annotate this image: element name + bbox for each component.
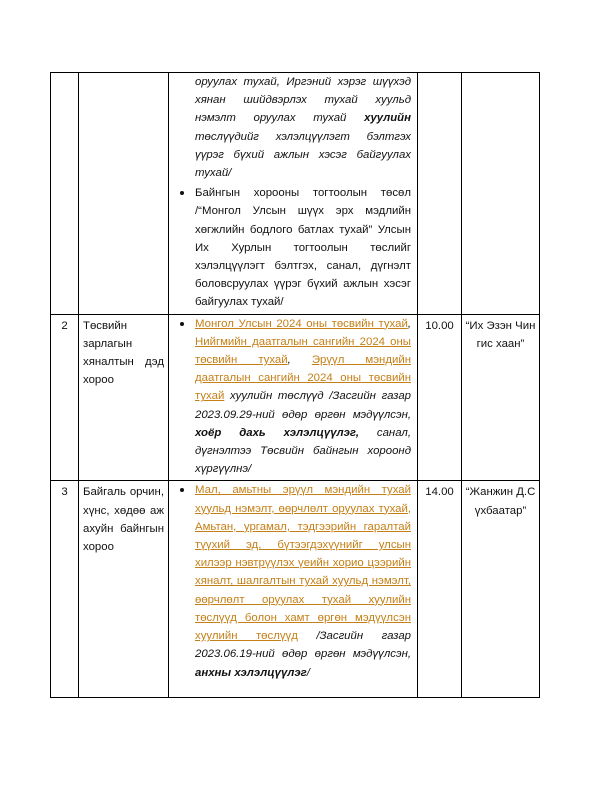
meeting-time: 14.00 xyxy=(418,481,462,698)
meeting-time: 10.00 xyxy=(418,314,462,481)
meeting-room xyxy=(462,73,540,315)
table-row xyxy=(51,314,540,481)
agenda-items xyxy=(169,314,418,481)
law-link[interactable]: Эрүүл мэндийн даатгалын сангийн 2024 оны төсвийн тухай xyxy=(195,354,411,403)
law-link[interactable]: Мал, амьтны эрүүл мэндийн тухай хуульд нэмэлт, өөрчлөлт оруулах тухай, Амьтан, ургамал, тэдгээрийн гаралтай түүхий эд, бүтээгдэхүүнийг улсын хилээр нэвтрүүлэх үеийн хорио цээрийн хяналт, шалгалтын тухай хуульд нэмэлт, өөрчлөлт оруулах тухай хуулийн төслүүд болон хамт өргөн мэдүүлсэн хуулийн төслүүд xyxy=(195,484,411,643)
committee-agenda-table xyxy=(50,72,540,698)
meeting-room: “Жанжин Д.Сүхбаатар” xyxy=(462,481,540,698)
law-link[interactable]: Монгол Улсын 2024 оны төсвийн тухай xyxy=(195,317,408,330)
committee-name: Байгаль орчин, хүнс, хөдөө аж ахуйн байнгын хороо xyxy=(79,481,169,698)
row-number xyxy=(51,73,79,315)
meeting-time xyxy=(418,73,462,315)
agenda-items xyxy=(169,481,418,698)
agenda-item: Байнгын хорооны тогтоолын төсөл /“Монгол Улсын шүүх эрх мэдлийн хөгжлийн бодлого батлах тухай” Улсын Их Хурлын тогтоолын төслийг хэлэлцүүлэгт бэлтгэх, санал, дүгнэлт боловсруулах үүрэг бүхий ажлын хэсэг байгуулах тухай/ xyxy=(195,184,411,311)
table-row xyxy=(51,481,540,698)
committee-name: Төсвийн зарлагын хяналтын дэд хороо xyxy=(79,314,169,481)
row-number: 2 xyxy=(51,314,79,481)
agenda-items xyxy=(169,73,418,315)
agenda-item: Монгол Улсын 2024 оны төсвийн тухай, Нийгмийн даатгалын сангийн 2024 оны төсвийн тухай, Эрүүл мэндийн даатгалын сангийн 2024 оны төсвийн тухай хуулийн төслүүд /Засгийн газар 2023.09.29-ний өдөр өргөн мэдүүлсэн, хоёр дахь хэлэлцүүлэг, санал, дүгнэлтээ Төсвийн байнгын хороонд хүргүүлнэ/ xyxy=(195,315,411,479)
meeting-room: “Их Эзэн Чингис хаан” xyxy=(462,314,540,481)
committee-name xyxy=(79,73,169,315)
law-link[interactable]: Нийгмийн даатгалын сангийн 2024 оны төсвийн тухай xyxy=(195,335,411,367)
agenda-item: Мал, амьтны эрүүл мэндийн тухай хуульд нэмэлт, өөрчлөлт оруулах тухай, Амьтан, ургамал, тэдгээрийн гаралтай түүхий эд, бүтээгдэхүүнийг улсын хилээр нэвтрүүлэх үеийн хорио цээрийн хяналт, шалгалтын тухай хуульд нэмэлт, өөрчлөлт оруулах тухай хуулийн төслүүд болон хамт өргөн мэдүүлсэн хуулийн төслүүд /Засгийн газар 2023.06.19-ний өдөр өргөн мэдүүлсэн, анхны хэлэлцүүлэг/ xyxy=(195,481,411,681)
table-row xyxy=(51,73,540,315)
row-number: 3 xyxy=(51,481,79,698)
agenda-item: оруулах тухай, Иргэний хэрэг шүүхэд хянан шийдвэрлэх тухай хуульд нэмэлт оруулах тухай хуулийн төслүүдийг хэлэлцүүлэгт бэлтгэх үүрэг бүхий ажлын хэсэг байгуулах тухай/ xyxy=(195,76,411,180)
